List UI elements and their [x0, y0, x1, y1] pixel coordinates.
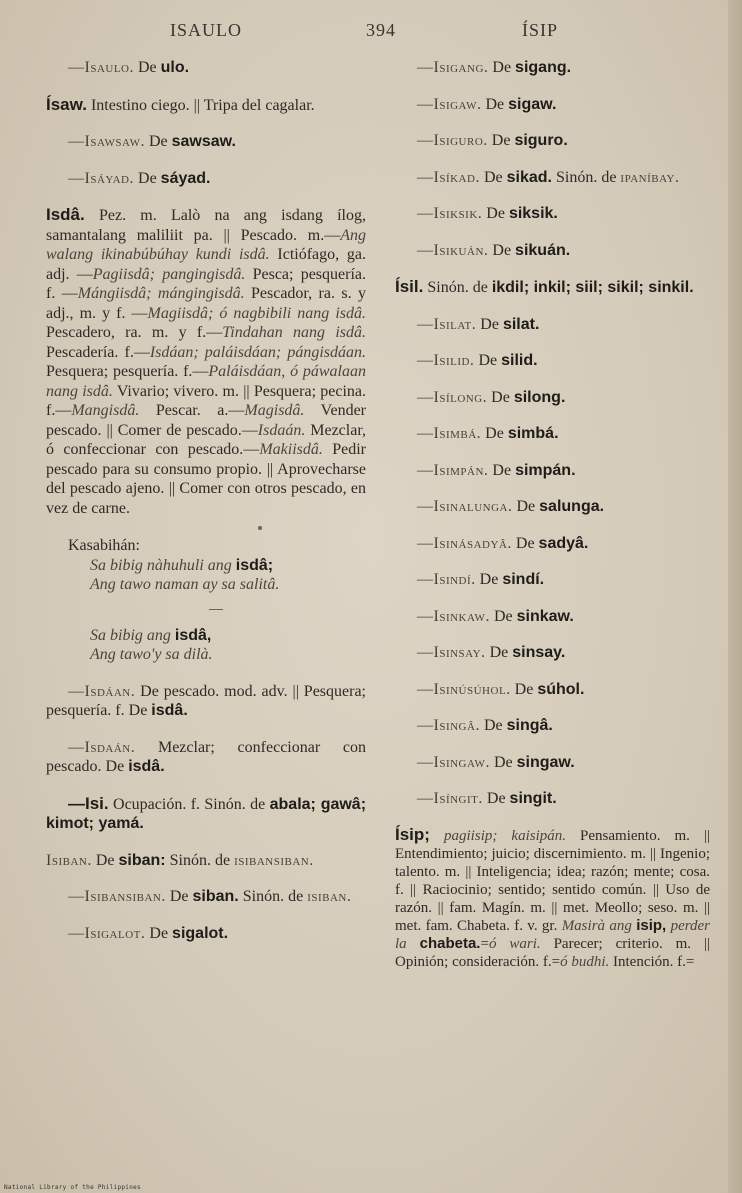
entry-cross-ref: isiban. [307, 888, 352, 905]
verse-line [46, 556, 366, 576]
entry-isigaw [395, 95, 710, 115]
entry-de: De [493, 753, 513, 771]
entry-isiban [46, 851, 366, 871]
entry-example: Mangisdâ. [71, 402, 140, 419]
entry-ref-word: salunga. [539, 498, 605, 515]
entry-example: Paláisdáan, ó páwalaan nang isdâ. [46, 363, 366, 400]
entry-definition: Sinón. de [427, 279, 488, 296]
entry-de: De [485, 95, 505, 113]
entry-de: De [492, 59, 512, 76]
left-column [46, 58, 366, 960]
entry-lemma: —Isílong. [417, 388, 488, 406]
entry-example: Isdaán. [257, 421, 306, 439]
entry-definition: Intestino ciego. || Tripa del cagalar. [90, 96, 315, 114]
entry-definition: De pescado. mod. adv. || Pesquera; pesquería. f. De [46, 682, 367, 719]
entry-de: De [138, 169, 157, 187]
entry-de: De [516, 498, 536, 515]
entry-example: perder la [395, 917, 711, 952]
entry-ref-word: silat. [502, 315, 540, 333]
entry-de: De [514, 680, 534, 698]
entry-headword: Isdâ. [46, 205, 85, 224]
ornament-dot [258, 526, 262, 530]
entry-example: Tindahan nang isdâ. [222, 324, 366, 341]
entry-definition: Ocupación. f. Sinón. de [113, 795, 266, 813]
entry-definition: Ictiófago, ga. adj. — [46, 246, 366, 283]
verse-line: Ang tawo naman ay sa salitâ. [90, 576, 280, 593]
entry-lemma: —Isibansiban. [68, 888, 166, 905]
entry-definition: Sinón. de [169, 851, 231, 869]
entry-lemma: Isiban. [46, 851, 92, 869]
entry-de: De [480, 315, 499, 333]
entry-example: Magiisdâ; ó nagbibili nang isdâ. [147, 304, 366, 322]
entry-isi [46, 794, 366, 834]
entry-lemma: —Isaulo. [68, 59, 134, 76]
entry-lemma: —Isiksik. [417, 205, 483, 222]
entry-de: De [478, 352, 498, 369]
entry-ref-word: siksik. [508, 205, 558, 222]
entry-ref-word: siguro. [514, 132, 568, 149]
entry-definition: Pensamiento. m. || Entendimiento; juicio; discernimiento. m. || Ingenio; talento. m. || Inteligencia; idea; razón; mente; cosa. f. || Raciocinio; sentido; sentido común. || Uso de razón. || fam. Magín. m. || met. Meollo; seso. m. || met. fam. Chabeta. f. v. gr. [395, 827, 710, 934]
entry-isigang [395, 58, 710, 78]
entry-lemma: —Isíngit. [417, 790, 483, 807]
verse-keyword: isdâ, [174, 626, 212, 644]
entry-lemma: —Isdaán. [68, 738, 136, 756]
entry-de: De [515, 534, 535, 552]
entry-ref-word: sinsay. [512, 644, 566, 661]
entry-de: De [148, 133, 168, 150]
entry-de: De [483, 168, 503, 186]
entry-isindi [395, 570, 710, 590]
entry-ref-word: sáyad. [160, 169, 211, 187]
entry-de: De [483, 717, 503, 734]
entry-lemma: —Isigaw. [417, 95, 482, 113]
entry-lemma: —Isimbá. [417, 425, 482, 442]
entry-de: De [95, 851, 115, 869]
entry-cross-ref: isibansiban. [234, 851, 314, 869]
entry-isinkaw [395, 607, 710, 627]
entry-de: De [492, 241, 512, 259]
entry-isiguro [395, 131, 710, 151]
entry-definition: Parecer; criterio. m. || Opinión; consideración. f.= [395, 935, 710, 970]
entry-definition: Vivario; vivero. m. || Pesquera; pecina. f.— [46, 382, 367, 419]
entry-definition: Pescar. a.— [139, 402, 245, 419]
entry-headword: Ísip; [395, 824, 430, 844]
entry-ref-word: silid. [501, 352, 538, 369]
entry-ref-word: singaw. [516, 753, 575, 771]
entry-ref-word: súhol. [537, 680, 585, 698]
entry-de: De [485, 425, 504, 442]
entry-lemma: —Isdáan. [68, 682, 136, 700]
entry-definition: Pesquera; pesquería. f.— [46, 363, 209, 380]
entry-synonyms: ikdil; inkil; siil; sikil; sinkil. [491, 279, 694, 296]
entry-definition: Mezclar; confeccionar con pescado. De [46, 738, 366, 775]
entry-ref-word: simbá. [507, 425, 559, 442]
entry-de: De [486, 790, 506, 807]
entry-definition: Intención. f.= [609, 953, 695, 970]
entry-lemma: —Isigang. [417, 59, 489, 76]
entry-example: Masirà ang [561, 917, 632, 934]
entry-lemma: —Isingâ. [417, 717, 480, 734]
entry-isimba [395, 424, 710, 444]
entry-ref-word: sigaw. [508, 95, 557, 113]
entry-example: pagiisip; kaisipán. [444, 827, 566, 844]
entry-isingaw [395, 753, 710, 773]
entry-ref-word: isdâ. [128, 758, 165, 775]
entry-lemma: —Isilid. [417, 352, 475, 369]
entry-de: De [138, 59, 157, 76]
entry-headword: Ísaw. [46, 94, 87, 114]
entry-isayad [46, 169, 366, 189]
entry-lemma: —Isimpán. [417, 461, 489, 479]
entry-ref-word: sawsaw. [171, 133, 236, 150]
entry-de: De [149, 924, 169, 942]
entry-isibansiban [46, 887, 366, 907]
entry-isinga [395, 716, 710, 736]
entry-ref-word: sigang. [515, 59, 572, 76]
entry-isinsay [395, 643, 710, 663]
entry-isaw [46, 95, 366, 116]
entry-ref-word: sinkaw. [516, 607, 574, 625]
entry-ref-word: sikuán. [515, 241, 571, 259]
kasabihan-block [46, 536, 366, 665]
entry-isdaan-1 [46, 682, 366, 721]
verse-line: Ang tawo'y sa dilà. [90, 646, 213, 663]
entry-isilong [395, 388, 710, 408]
entry-headword: Ísil. [395, 277, 424, 296]
entry-lemma: —Isinkaw. [417, 607, 490, 625]
entry-ref-word: singit. [509, 790, 557, 807]
entry-example: Magisdâ. [244, 402, 305, 419]
entry-example: ó wari. [488, 935, 541, 952]
entry-de: De [491, 388, 510, 406]
entry-lemma: —Isinásadyâ. [417, 534, 512, 552]
entry-synonyms: abala; gawâ; kimot; yamá. [46, 795, 367, 832]
entry-lemma: —Isinalunga. [417, 498, 513, 515]
right-column [395, 58, 710, 988]
entry-isimpan [395, 461, 710, 481]
entry-definition: Pescadero, ra. m. y f.— [46, 324, 223, 341]
entry-definition: Pez. m. Lalò na ang isdang ílog, samantalang maliliit pa. || Pescado. m.— [46, 207, 367, 244]
entry-ref-word: sikad. [506, 168, 552, 186]
entry-lemma: —Isingaw. [417, 753, 490, 771]
verse-text: Sa bibig nàhuhuli ang [90, 556, 232, 574]
entry-example: ó budhi. [560, 953, 610, 970]
entry-isda [46, 205, 366, 518]
entry-example: Mángiisdâ; mángingisdâ. [77, 285, 245, 302]
entry-ref-word: sadyâ. [538, 534, 589, 552]
entry-de: De [479, 571, 499, 588]
entry-isigalot [46, 924, 366, 944]
entry-ref-word: singâ. [506, 717, 553, 734]
entry-ref-word: siban: [118, 851, 166, 869]
entry-de: De [492, 461, 512, 479]
entry-isingit [395, 789, 710, 809]
entry-ref-word: sigalot. [172, 924, 229, 942]
entry-ref-word: isdâ. [151, 702, 188, 719]
entry-ref-word: ulo. [160, 59, 190, 76]
entry-isikad [395, 168, 710, 188]
entry-de: De [486, 205, 505, 222]
entry-definition: Pescadería. f.— [46, 343, 150, 361]
entry-cross-ref: ipaníbay. [620, 168, 680, 186]
entry-lemma: —Isinsay. [417, 644, 486, 661]
entry-definition: Sinón. de [242, 888, 304, 905]
entry-lemma: —Isikuán. [417, 241, 489, 259]
running-head-right: ÍSIP [522, 20, 559, 40]
entry-de: De [169, 888, 189, 905]
entry-ref-word: silong. [513, 388, 566, 406]
entry-de: De [493, 607, 513, 625]
verse-line [46, 626, 366, 646]
entry-lemma: —Isigalot. [68, 924, 146, 942]
scan-attribution: National Library of the Philippines [4, 1184, 141, 1191]
entry-lemma: —Isíkad. [417, 168, 480, 186]
entry-definition: Pedir pescado para su consumo propio. || Aprovecharse del pescado ajeno. || Comer con otros pescado, en vez de carne. [46, 441, 366, 517]
entry-isikuan [395, 241, 710, 261]
divider [209, 609, 223, 610]
entry-de: De [489, 644, 509, 661]
page-number: 394 [366, 20, 396, 40]
entry-lemma: —Isindí. [417, 571, 476, 588]
entry-isinusuhol [395, 680, 710, 700]
entry-lemma: —Isawsaw. [68, 133, 145, 150]
entry-isinalunga [395, 497, 710, 517]
entry-definition: Mezclar, ó confeccionar con pescado.— [46, 421, 367, 458]
entry-isil [395, 277, 710, 298]
verse-text: Sa bibig ang [90, 626, 171, 644]
entry-definition: Pescador, ra. s. y adj., m. y f. — [46, 285, 366, 322]
entry-example: Pagiisdâ; pangingisdâ. [92, 265, 246, 283]
entry-isilat [395, 315, 710, 335]
entry-keyword: chabeta. [419, 934, 481, 952]
running-head-left: ISAULO [170, 20, 242, 40]
entry-example: Makiisdâ. [259, 441, 323, 458]
entry-isilid [395, 351, 710, 371]
entry-ref-word: sindí. [502, 571, 545, 588]
entry-lemma: —Isinúsúhol. [417, 680, 511, 698]
page-gutter [728, 0, 742, 1193]
entry-isawsaw [46, 132, 366, 152]
verse-keyword: isdâ; [235, 556, 274, 574]
entry-ref-word: simpán. [515, 461, 576, 479]
entry-headword: —Isi. [68, 793, 109, 813]
entry-lemma: —Isáyad. [68, 169, 135, 187]
entry-isinasadya [395, 534, 710, 554]
entry-definition: Sinón. de [555, 168, 617, 186]
entry-isiksik [395, 204, 710, 224]
entry-isaulo [46, 58, 366, 78]
entry-lemma: —Isilat. [417, 315, 477, 333]
entry-definition: Vender pescado. || Comer de pescado.— [46, 402, 366, 439]
entry-definition: = [480, 935, 489, 952]
entry-lemma: —Isiguro. [417, 132, 488, 149]
entry-definition: Pesca; pesquería. f. — [46, 265, 366, 302]
entry-de: De [491, 132, 511, 149]
entry-ref-word: siban. [192, 888, 239, 905]
entry-example: Ang walang ikinabúbúhay kundi isdâ. [46, 226, 366, 263]
kasabihan-label: Kasabihán: [68, 537, 140, 554]
entry-example: Isdáan; paláisdáan; pángisdáan. [149, 343, 367, 361]
entry-isdaan-2 [46, 738, 366, 777]
entry-isip [395, 826, 710, 971]
entry-keyword: isip, [636, 916, 667, 934]
